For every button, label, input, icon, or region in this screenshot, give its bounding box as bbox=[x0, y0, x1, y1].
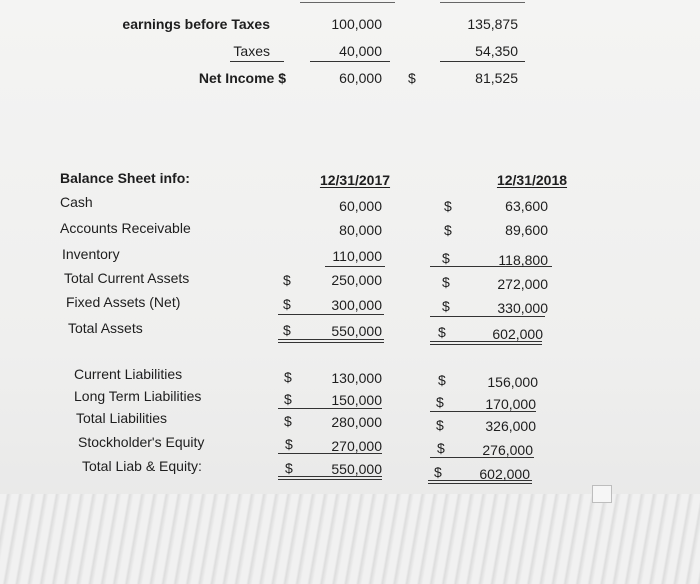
taxes-2018-underline bbox=[440, 61, 525, 62]
row-2018-value: 63,600 bbox=[505, 198, 548, 214]
row-2017-value: 300,000 bbox=[331, 297, 382, 313]
liab-2018-value: 326,000 bbox=[485, 418, 536, 434]
net-income-2018: 81,525 bbox=[475, 70, 518, 86]
net-income-label: Net Income $ bbox=[198, 70, 286, 86]
row-2018-dollar: $ bbox=[442, 298, 450, 314]
liab-2017-dollar: $ bbox=[284, 413, 292, 429]
liab-2018-dollar: $ bbox=[438, 372, 446, 388]
row-2017-dollar: $ bbox=[283, 296, 291, 312]
row-2017-value: 60,000 bbox=[339, 198, 382, 214]
col-header-2017: 12/31/2017 bbox=[319, 172, 391, 188]
taxes-label: Taxes bbox=[233, 43, 270, 59]
liab-2017-dollar: $ bbox=[285, 460, 293, 476]
row-label: Accounts Receivable bbox=[60, 220, 191, 236]
liab-2018-dollar: $ bbox=[436, 394, 444, 410]
liab-2017-value: 270,000 bbox=[331, 438, 382, 454]
liab-row-label: Long Term Liabilities bbox=[74, 388, 202, 404]
row-2018-dollar: $ bbox=[442, 250, 450, 266]
row-2017-value: 80,000 bbox=[339, 222, 382, 238]
liab-2018-dollar: $ bbox=[434, 464, 442, 480]
row-2017-dollar: $ bbox=[283, 272, 291, 288]
liab-2017-dollar: $ bbox=[284, 391, 292, 407]
ebt-label: earnings before Taxes bbox=[122, 16, 270, 32]
row-2017-value: 250,000 bbox=[331, 272, 382, 288]
row-2018-value: 89,600 bbox=[505, 222, 548, 238]
liab-2018-dollar: $ bbox=[437, 440, 445, 456]
row-2018-dollar: $ bbox=[444, 198, 452, 214]
liab-2017-value: 550,000 bbox=[331, 461, 382, 477]
net-income-2018-dollar: $ bbox=[408, 70, 416, 86]
net-income-2017: 60,000 bbox=[339, 70, 382, 86]
spreadsheet-cell-box[interactable] bbox=[592, 485, 612, 503]
liab-row-label: Total Liabilities bbox=[76, 410, 168, 426]
row-2018-dollar: $ bbox=[442, 274, 450, 290]
ebt-2018: 135,875 bbox=[467, 16, 518, 32]
row-2018-value: 602,000 bbox=[492, 326, 543, 342]
row-2017-dollar: $ bbox=[283, 322, 291, 338]
taxes-2017: 40,000 bbox=[339, 43, 382, 59]
liab-2018-value: 156,000 bbox=[487, 374, 538, 390]
row-2018-dollar: $ bbox=[444, 222, 452, 238]
taxes-2018: 54,350 bbox=[475, 43, 518, 59]
taxes-2017-underline bbox=[310, 61, 390, 62]
liab-2017-dollar: $ bbox=[284, 369, 292, 385]
liab-2018-value: 276,000 bbox=[482, 442, 533, 458]
taxes-label-underline bbox=[230, 61, 284, 62]
liab-row-label: Current Liabilities bbox=[74, 366, 183, 382]
row-2017-value: 550,000 bbox=[331, 323, 382, 339]
liab-row-label: Stockholder's Equity bbox=[78, 434, 205, 450]
liab-row-label: Total Liab & Equity: bbox=[82, 458, 202, 474]
liab-2017-dollar: $ bbox=[285, 436, 293, 452]
ebt-2017: 100,000 bbox=[331, 16, 382, 32]
row-2017-value: 110,000 bbox=[332, 248, 382, 264]
liab-2018-dollar: $ bbox=[436, 417, 444, 433]
row-2018-value: 272,000 bbox=[497, 276, 548, 292]
liab-2017-value: 280,000 bbox=[331, 414, 382, 430]
row-label: Cash bbox=[60, 194, 93, 210]
balance-sheet-header: Balance Sheet info: bbox=[60, 170, 190, 186]
row-label: Inventory bbox=[62, 246, 120, 262]
col-header-2018: 12/31/2018 bbox=[496, 172, 568, 188]
row-label: Fixed Assets (Net) bbox=[66, 294, 181, 310]
liab-2017-value: 130,000 bbox=[331, 370, 382, 386]
row-2018-value: 118,800 bbox=[498, 252, 548, 268]
row-2018-dollar: $ bbox=[438, 324, 446, 340]
row-label: Total Assets bbox=[68, 320, 143, 336]
liab-2018-value: 602,000 bbox=[479, 466, 530, 482]
row-2018-value: 330,000 bbox=[497, 300, 548, 316]
screen-moire-texture bbox=[0, 494, 700, 584]
row-label: Total Current Assets bbox=[64, 270, 190, 286]
liab-2017-value: 150,000 bbox=[331, 392, 382, 408]
liab-2018-value: 170,000 bbox=[485, 396, 536, 412]
